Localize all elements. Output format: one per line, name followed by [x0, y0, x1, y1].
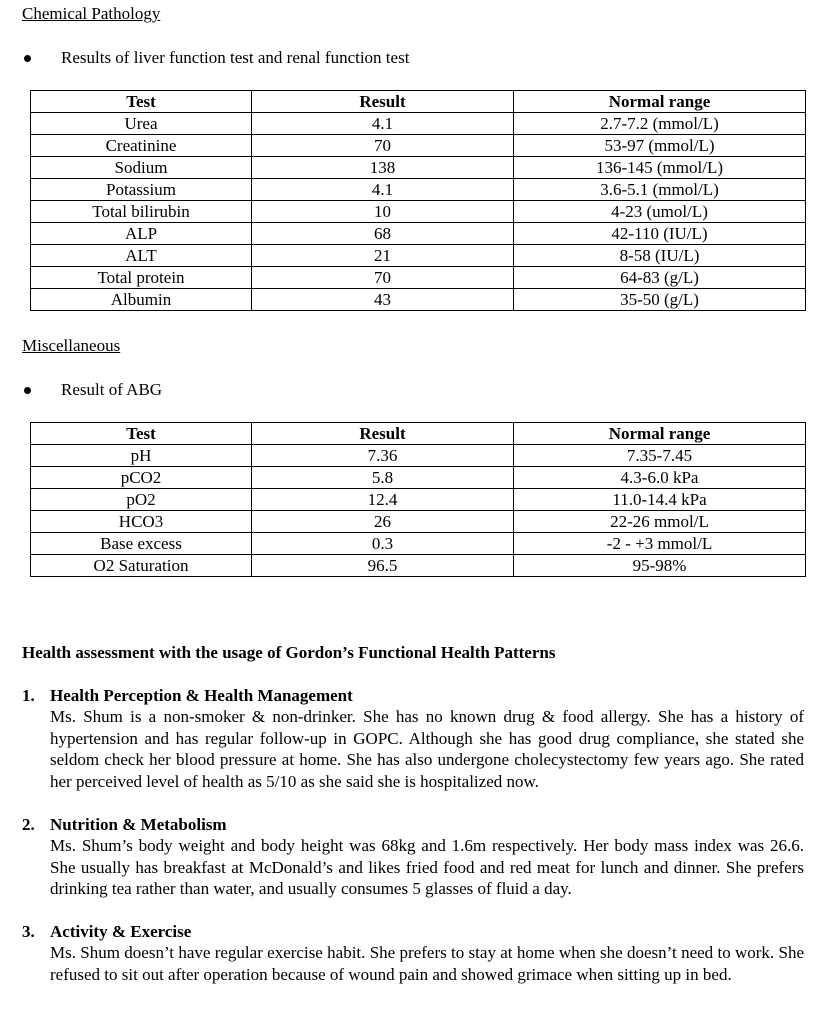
cell-range: 95-98%: [514, 555, 806, 577]
bullet-text: Result of ABG: [61, 380, 163, 399]
table-header-normal-range: Normal range: [514, 91, 806, 113]
cell-test: Sodium: [31, 157, 252, 179]
cell-test: ALP: [31, 223, 252, 245]
cell-range: 42-110 (IU/L): [514, 223, 806, 245]
cell-result: 4.1: [252, 113, 514, 135]
cell-range: -2 - +3 mmol/L: [514, 533, 806, 555]
section-number: 2.: [22, 815, 35, 834]
cell-result: 4.1: [252, 179, 514, 201]
table-row: [31, 179, 806, 201]
assessment-section-2: [22, 815, 804, 900]
cell-test: Total bilirubin: [31, 201, 252, 223]
section-heading: [22, 922, 804, 942]
cell-range: 53-97 (mmol/L): [514, 135, 806, 157]
table-row: [31, 289, 806, 311]
table-header-test: Test: [31, 91, 252, 113]
cell-range: 7.35-7.45: [514, 445, 806, 467]
table-row: [31, 511, 806, 533]
table-header-row: [31, 423, 806, 445]
section-text: Ms. Shum’s body weight and body height was 68kg and 1.6m respectively. Her body mass index was 26.6. She usually has breakfast at McDonald’s and likes fried food and red meat for lunch and dinner. She prefers drinking tea rather than water, and usually consumes 5 glasses of fluid a day.: [50, 836, 804, 898]
cell-test: Potassium: [31, 179, 252, 201]
table-row: [31, 445, 806, 467]
section-heading: [22, 815, 804, 835]
cell-test: ALT: [31, 245, 252, 267]
cell-range: 136-145 (mmol/L): [514, 157, 806, 179]
section-title: Health Perception & Health Management: [50, 686, 353, 705]
cell-result: 5.8: [252, 467, 514, 489]
cell-range: 3.6-5.1 (mmol/L): [514, 179, 806, 201]
cell-result: 70: [252, 267, 514, 289]
bullet-item-abg: [24, 380, 162, 400]
section-title: Nutrition & Metabolism: [50, 815, 227, 834]
cell-test: pCO2: [31, 467, 252, 489]
cell-range: 22-26 mmol/L: [514, 511, 806, 533]
section-number: 1.: [22, 686, 35, 705]
table-row: [31, 489, 806, 511]
table-row: [31, 555, 806, 577]
cell-range: 4.3-6.0 kPa: [514, 467, 806, 489]
cell-result: 68: [252, 223, 514, 245]
table-header-result: Result: [252, 423, 514, 445]
section-text: Ms. Shum is a non-smoker & non-drinker. She has no known drug & food allergy. She has a history of hypertension and has regular follow-up in GOPC. Although she has good drug compliance, she stated she seldom check her blood pressure at home. She has also undergone cholecystectomy few years ago. She rated her perceived level of health as 5/10 as she said she is hospitalized now.: [50, 707, 804, 791]
assessment-section-1: [22, 686, 804, 792]
table-header-result: Result: [252, 91, 514, 113]
bullet-icon: [24, 387, 31, 394]
abg-table: [30, 422, 806, 577]
cell-test: Base excess: [31, 533, 252, 555]
cell-result: 43: [252, 289, 514, 311]
assessment-section-3: [22, 922, 804, 985]
cell-result: 10: [252, 201, 514, 223]
cell-range: 35-50 (g/L): [514, 289, 806, 311]
table-row: [31, 267, 806, 289]
cell-test: pO2: [31, 489, 252, 511]
table-row: [31, 533, 806, 555]
section-heading: [22, 686, 804, 706]
cell-test: Creatinine: [31, 135, 252, 157]
cell-range: 11.0-14.4 kPa: [514, 489, 806, 511]
cell-result: 21: [252, 245, 514, 267]
cell-test: pH: [31, 445, 252, 467]
bullet-item-lft-rft: [24, 48, 409, 68]
table-row: [31, 113, 806, 135]
table-header-normal-range: Normal range: [514, 423, 806, 445]
lft-rft-table: [30, 90, 806, 311]
cell-range: 8-58 (IU/L): [514, 245, 806, 267]
cell-result: 12.4: [252, 489, 514, 511]
section-title: Activity & Exercise: [50, 922, 192, 941]
section-number: 3.: [22, 922, 35, 941]
cell-range: 2.7-7.2 (mmol/L): [514, 113, 806, 135]
cell-range: 4-23 (umol/L): [514, 201, 806, 223]
cell-result: 26: [252, 511, 514, 533]
bullet-text: Results of liver function test and renal function test: [61, 48, 410, 67]
cell-result: 0.3: [252, 533, 514, 555]
table-row: [31, 135, 806, 157]
table-row: [31, 245, 806, 267]
table-row: [31, 201, 806, 223]
section-title-chemical-pathology: Chemical Pathology: [22, 4, 161, 23]
table-header-test: Test: [31, 423, 252, 445]
table-header-row: [31, 91, 806, 113]
table-row: [31, 223, 806, 245]
bullet-icon: [24, 55, 31, 62]
cell-result: 70: [252, 135, 514, 157]
cell-test: Albumin: [31, 289, 252, 311]
section-title-miscellaneous: Miscellaneous: [22, 336, 121, 355]
section-text: Ms. Shum doesn’t have regular exercise habit. She prefers to stay at home when she doesn’t need to work. She refused to sit out after operation because of wound pain and showed grimace when sitting up in bed.: [50, 943, 804, 984]
cell-test: Total protein: [31, 267, 252, 289]
cell-result: 7.36: [252, 445, 514, 467]
assessment-heading: Health assessment with the usage of Gordon’s Functional Health Patterns: [22, 643, 556, 662]
cell-test: HCO3: [31, 511, 252, 533]
cell-result: 96.5: [252, 555, 514, 577]
cell-test: O2 Saturation: [31, 555, 252, 577]
table-row: [31, 467, 806, 489]
table-row: [31, 157, 806, 179]
cell-result: 138: [252, 157, 514, 179]
cell-test: Urea: [31, 113, 252, 135]
cell-range: 64-83 (g/L): [514, 267, 806, 289]
